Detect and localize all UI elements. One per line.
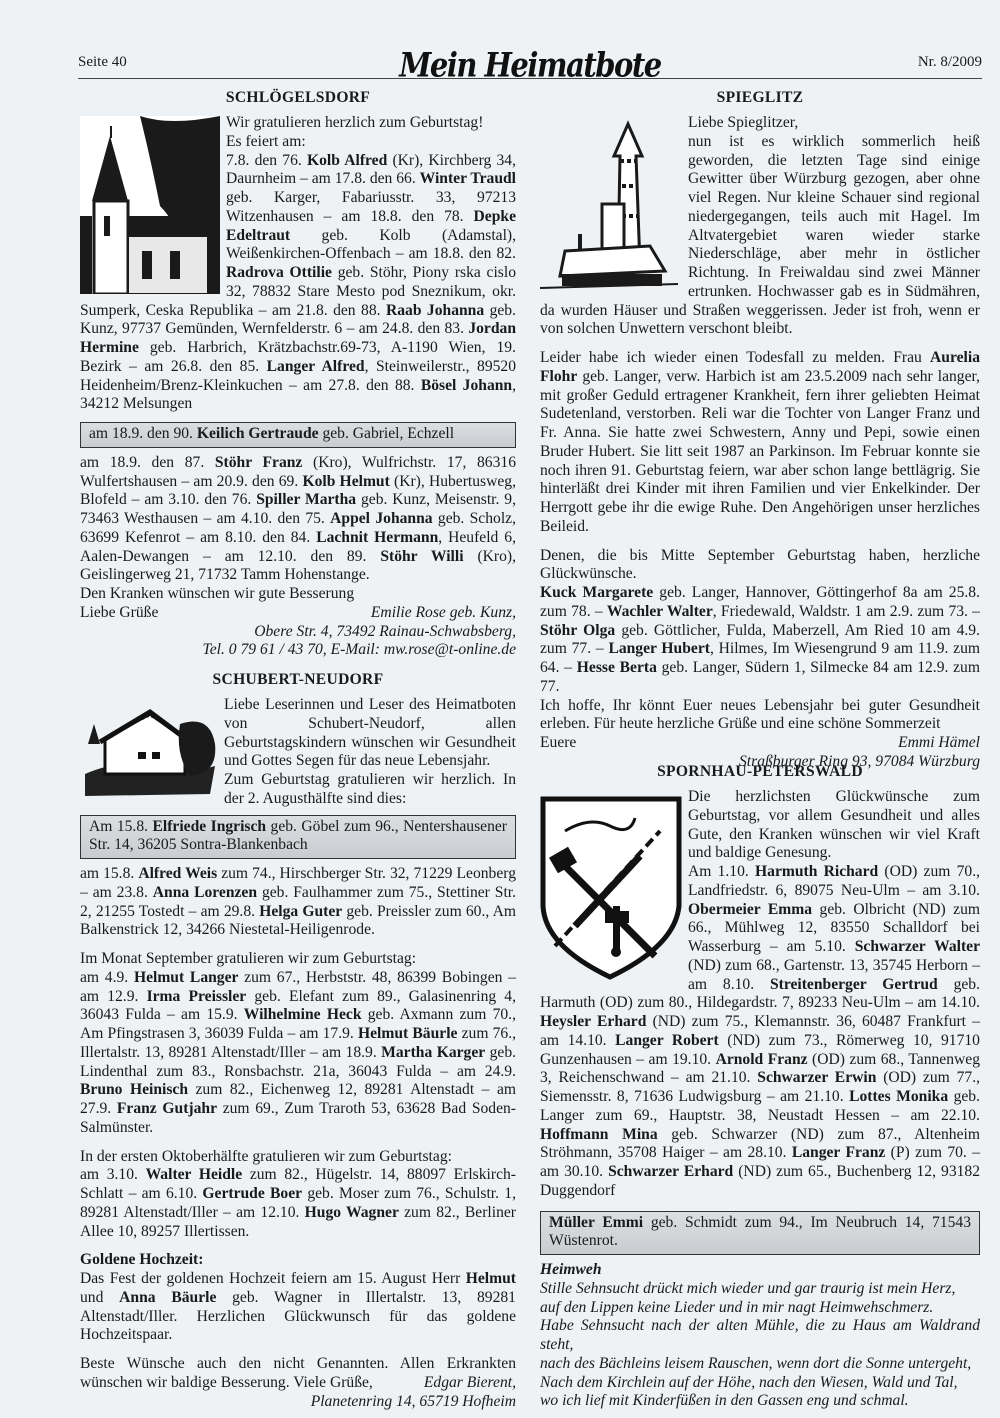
person-name: Spiller Martha: [256, 491, 357, 509]
text-run: zum 69., Zum Traroth 53, 63628 Bad Soden-Salmünster.: [80, 1100, 516, 1136]
text-run: (Kr), Hubertusweg, Blofeld – am 3.10. den 76.: [80, 472, 516, 509]
text-run: , Steinweilerstr., 89520 Heidenheim/Brenz-Kleinkuchen – am 27.8. den 88.: [80, 357, 517, 394]
person-name: Wilhelmine Heck: [243, 1006, 362, 1024]
text-run: geb. Schwarzer (ND) zum 87., Altenheim Ströhmann, 35708 Haiger – am 28.10.: [540, 1125, 980, 1162]
person-name: Arnold Franz: [715, 1050, 808, 1068]
person-name: Hesse Berta: [576, 659, 657, 676]
intro-line: Es feiert am:: [226, 132, 306, 150]
person-name: Hoffmann Mina: [540, 1125, 658, 1143]
text-run: 7.8. den 76.: [226, 151, 307, 169]
weather-report: nun ist es wirklich sommerlich heiß geworden, die letzten Tage sind einige Gewitter über Würzburg gezogen, aber ohne viel Regen. Nur kleine Schauer sind regional niedergegangen, teils auch mit Hagel. Im Altvatergebiet waren wieder starke Niederschläge, aber mehr in östlicher Richtung. In Freiwaldau sind zwei Männer ertrunken. Hochwasser gab es in Südmähren, da wurden Häuser und Straßen weggerissen. Jeder ist froh, wenn er von solchen Unwettern verschont bleibt.: [540, 132, 980, 338]
poem-line: Habe Sehnsucht nach der alten Mühle, die zu Haus am Waldrand steht,: [540, 1317, 980, 1353]
text-run: , Heufeld 6, Aalen-Dewangen – am 12.10. den 89.: [80, 528, 516, 565]
person-name: Kolb Alfred: [306, 151, 388, 169]
text-run: geb. Schmidt zum 94., Im Neubruch 14, 71543 Wüstenrot.: [549, 1213, 971, 1250]
signature-address: Planetenring 14, 65719 Hofheim: [310, 1392, 516, 1410]
text-run: geb. Olbricht (ND) zum 66., Mühlweg 12, 83550 Schalldorf bei Wasserburg – am 5.10.: [688, 900, 980, 955]
person-name: Bösel Johann: [420, 376, 513, 394]
person-name: Lottes Monika: [849, 1088, 949, 1105]
person-name: Schwarzer Walter: [854, 938, 980, 955]
person-name: Walter Heidle: [145, 1166, 243, 1184]
subheading: Im Monat September gratulieren wir zum Geburtstag:: [80, 950, 417, 967]
text-run: am 3.10.: [80, 1166, 146, 1184]
intro-line: Wir gratulieren herzlich zum Geburtstag!: [226, 114, 484, 131]
salutation: Liebe Spieglitzer,: [688, 114, 799, 131]
text-run: und: [80, 1288, 120, 1306]
text-run: geb. Elefant zum 89., Galasinenring 4, 36043 Fulda – am 15.9.: [80, 987, 517, 1024]
text-run: geb. Langer zum 69., Hauptstr. 38, Neustadt Hessen – am 22.10.: [540, 1088, 980, 1124]
text-run: (OD) zum 70., Landfriedstr. 6, 89075 Neu-Ulm – am 3.10.: [688, 863, 980, 899]
text-run: , Friedewald, Waldstr. 1 am 2.9. zum 73. –: [712, 602, 980, 620]
greeting-text: Denen, die bis Mitte September Geburtstag haben, herzliche Glückwünsche.: [540, 546, 980, 583]
house-illustration: [80, 704, 218, 800]
person-name: Anna Bäurle: [119, 1288, 217, 1306]
intro-text: Die herzlichsten Glückwünsche zum Geburtstag, vor allem Gesundheit und alles Gute, den Kranken wünschen wir viel Kraft und baldige Genesung.: [688, 788, 980, 862]
person-name: Schwarzer Erhard: [608, 1163, 734, 1180]
person-name: Depke Edeltraut: [226, 207, 516, 244]
person-name: Stöhr Willi: [380, 547, 464, 565]
birthday-list: [80, 1166, 516, 1241]
text-run: (ND) zum 68., Gartenstr. 13, 35745 Herborn – am 8.10.: [688, 956, 980, 993]
text-run: (OD) zum 68., Tannenweg 3, Reichenschwand – am 21.10.: [540, 1050, 980, 1087]
text-run: (Kro), Wulfrichstr. 17, 86316 Wulfertshausen – am 20.9. den 69.: [80, 453, 516, 490]
person-name: Appel Johanna: [330, 510, 433, 527]
text-run: am 15.8.: [80, 865, 139, 882]
person-name: Alfred Weis: [138, 865, 218, 882]
closing-text: [80, 1355, 516, 1393]
text-run: zum 67., Herbststr. 48, 86399 Bobingen – am 12.9.: [80, 968, 516, 1005]
section-title: SPORNHAU-PETERSWALD: [657, 763, 863, 780]
poem-title: Heimweh: [540, 1261, 602, 1278]
subheading-golden-wedding: Goldene Hochzeit:: [80, 1251, 204, 1269]
text-run: geb. Lindenthal zum 83., Ronsbachstr. 21a, 36043 Fulda – am 24.9.: [80, 1043, 517, 1080]
person-name: Elfriede Ingrisch: [152, 817, 267, 835]
text-run: am 18.9. den 87.: [80, 453, 215, 471]
text-run: (ND) zum 73., Römerweg 10, 91710 Gunzenhausen – am 19.10.: [540, 1031, 980, 1068]
person-name: Helga Guter: [259, 902, 343, 920]
text-run: geb. Kolb (Adamstal), Weißenkirchen-Offenbach – am 18.8. den 82.: [226, 226, 516, 263]
signature-address: Obere Str. 4, 73492 Rainau-Schwabsberg,: [254, 622, 516, 640]
person-name: Lachnit Hermann: [316, 528, 439, 546]
section-spieglitz: [540, 88, 980, 772]
highlight-box: [80, 422, 516, 448]
text-run: Am 1.10.: [688, 863, 756, 880]
text-run: geb. Harbrich, Krätzbachstr.69-73, A-1190 Wien, 19. Bezirk – am 26.8. den 85.: [80, 339, 516, 375]
signature-row: [80, 604, 516, 623]
text-run: geb. Moser zum 76., Schulstr. 1, 89281 Altenstadt/Iller – am 12.10.: [80, 1185, 516, 1221]
person-name: Franz Gutjahr: [116, 1100, 218, 1117]
intro-text: Zum Geburtstag gratulieren wir herzlich. In der 2. Augusthälfte sind dies:: [224, 771, 516, 807]
birthday-list: [540, 584, 980, 697]
person-name: Heysler Erhard: [540, 1013, 647, 1030]
signature-name: Emmi Hämel: [898, 734, 980, 751]
person-name: Langer Hubert: [608, 640, 710, 658]
text-run: geb. Faulhammer zum 75., Stettiner Str. 2, 21255 Tostedt – am 29.8.: [80, 883, 517, 920]
text-run: zum 76., Illertalstr. 13, 89281 Altenstadt/Iller – am 18.9.: [80, 1025, 517, 1061]
obituary: [540, 349, 980, 537]
text-run: geb. Kunz, Meisenstr. 9, 73463 Westhausen – am 4.10. den 75.: [80, 491, 516, 527]
person-name: Streitenberger Gertrud: [769, 975, 938, 993]
signature-contact: Tel. 0 79 61 / 43 70, E-Mail: mw.rose@t-online.de: [202, 641, 516, 659]
section-schloegelsdorf: [80, 88, 516, 660]
text-run: geb. Harmuth (OD) zum 80., Hildegardstr. 7, 89233 Neu-Ulm – am 14.10.: [540, 975, 981, 1012]
closing-text: Den Kranken wünschen wir gute Besserung: [80, 585, 355, 602]
closing-text: Ich hoffe, Ihr könnt Euer neues Lebensjahr bei guter Gesundheit erleben. Für heute herzliche Grüße und eine schöne Sommerzeit: [540, 696, 980, 733]
text-run: zum 82., Eichenweg 12, 89281 Altenstadt – am 27.9.: [80, 1081, 516, 1117]
birthday-list: [80, 454, 516, 585]
text-run: geb. Langer, verw. Harbich ist am 23.5.2009 nach sehr langer, mit großer Geduld ertragener Krankheit, fern ihrer geliebten Heimat Sudetenland, verstorben. Reli war die Tochter von Langer Franz und Fr. Anna. Sie hatte zwei Schwestern, Anny und Pepi, sowie einen Bruder Hubert. Sie litt seit 1987 an Parkinson. Im Februar konnte sie noch ihren 91. Geburtstag feiern, war aber schon lange bettlägrig. Sie hinterläßt drei Kinder mit ihren Familien und vier Enkelkinder. Der Herrgott gebe ihr die ewige Ruhe. Den Angehörigen unser herzliches Beileid.: [540, 367, 980, 535]
person-name: Irma Preissler: [146, 987, 247, 1005]
person-name: Martha Karger: [381, 1043, 486, 1061]
person-name: Winter Traudl: [419, 170, 516, 188]
birthday-list: [80, 865, 516, 940]
section-title: SCHUBERT-NEUDORF: [212, 671, 384, 688]
person-name: Gertrude Boer: [202, 1185, 303, 1202]
highlight-box: [80, 815, 516, 860]
person-name: Helmut: [465, 1270, 516, 1287]
person-name: Wachler Walter: [606, 602, 713, 620]
person-name: Radrova Ottilie: [226, 264, 332, 281]
text-run: (Kr), Kirchberg 34, Daurnheim – am 17.8. den 66.: [226, 151, 516, 188]
person-name: Stöhr Olga: [540, 621, 616, 639]
poem: [540, 1261, 980, 1411]
text-run: (ND) zum 75., Klemannstr. 36, 60487 Frankfurt – am 14.10.: [540, 1013, 981, 1049]
person-name: Helmut Langer: [133, 968, 239, 986]
poem-line: wo ich lief mit Kinderfüßen in den Gassen eng und schmal.: [540, 1392, 909, 1410]
poem-line: Nach dem Kirchlein auf der Höhe, nach den Wiesen, Wald und Tal,: [540, 1373, 958, 1391]
poem-line: auf den Lippen keine Lieder und in mir nagt Heimwehschmerz.: [540, 1298, 934, 1316]
text-run: geb. Kunz, 97737 Gemünden, Wernfelderstr. 6 – am 24.8. den 83.: [80, 301, 516, 338]
closing-line: Beste Wünsche auch den nicht Genannten. Allen Erkrankten wünschen wir baldige Besserung. Viele Grüße,: [80, 1355, 516, 1391]
text-run: Leider habe ich wieder einen Todesfall zu melden. Frau: [540, 349, 931, 366]
person-name: Helmut Bäurle: [358, 1025, 458, 1042]
person-name: Aurelia Flohr: [540, 349, 980, 385]
text-run: zum 82., Hügelstr. 14, 88097 Erlskirch-Schlatt – am 6.10.: [80, 1166, 516, 1202]
text-run: , Hilmes, Im Wiesengrund 9 am 11.9. zum 64. –: [540, 640, 980, 676]
person-name: Langer Robert: [615, 1031, 719, 1049]
text-run: geb. Wagner in Illertalstr. 13, 89281 Altenstadt/Iller. Herzlichen Glückwunsch für das goldene Hochzeitspaar.: [80, 1288, 516, 1344]
person-name: Keilich Gertraude: [196, 425, 319, 442]
text-run: (ND) zum 65., Buchenberg 12, 93182 Duggendorf: [540, 1163, 981, 1199]
issue-number: Nr. 8/2009: [917, 54, 982, 71]
golden-wedding-text: [80, 1270, 516, 1345]
text-run: geb. Scholz, 63699 Kefenrot – am 8.10. den 84.: [80, 510, 516, 546]
tower-illustration: [540, 116, 682, 294]
intro-text: Liebe Leserinnen und Leser des Heimatboten von Schubert-Neudorf, allen Geburtstagskindern wünschen wir Gesundheit und Gottes Segen für das neue Lebensjahr.: [224, 696, 516, 770]
text-run: (Kro), Geislingerweg 21, 71732 Tamm Hohenstange.: [80, 547, 516, 584]
person-name: Jordan Hermine: [80, 320, 516, 356]
text-run: am 18.9. den 90.: [89, 425, 197, 442]
subheading: In der ersten Oktoberhälfte gratulieren wir zum Geburtstag:: [80, 1147, 452, 1165]
poem-line: Stille Sehnsucht drückt mich wieder und gar traurig ist mein Herz,: [540, 1279, 956, 1297]
signature-name: Emilie Rose geb. Kunz,: [370, 603, 516, 621]
person-name: Anna Lorenzen: [152, 883, 258, 901]
masthead-logo: Mein Heimatbote: [399, 45, 661, 85]
highlight-box: [540, 1211, 980, 1256]
text-run: geb. Gabriel, Echzell: [318, 425, 455, 442]
person-name: Obermeier Emma: [688, 900, 813, 918]
person-name: Langer Alfred: [266, 357, 365, 375]
text-run: geb. Preissler zum 60., Am Balkenstrick 12, 34266 Niestetal-Heiligenrode.: [80, 902, 516, 939]
section-title: SCHLÖGELSDORF: [225, 89, 371, 106]
birthday-list: [80, 969, 516, 1138]
signature-address: Straßburger Ring 93, 97084 Würzburg: [739, 752, 980, 770]
text-run: geb. Langer, Südern 1, Silmecke 84 am 12.9. zum 77.: [540, 659, 980, 695]
person-name: Bruno Heinisch: [80, 1081, 189, 1099]
poem-line: nach des Bächleins leisem Rauschen, wenn dort die Sonne untergeht,: [540, 1354, 972, 1372]
text-run: (OD) zum 77., Siemensstr. 8, 71636 Ludwigsburg – am 21.10.: [540, 1069, 980, 1105]
person-name: Kuck Margarete: [540, 584, 654, 601]
signature-name: Edgar Bierent,: [423, 1373, 516, 1391]
text-run: am 4.9.: [80, 968, 134, 986]
person-name: Stöhr Franz: [214, 453, 303, 471]
person-name: Müller Emmi: [549, 1213, 644, 1231]
text-run: (P) zum 70. – am 30.10.: [540, 1144, 981, 1180]
text-run: geb. Langer, Hannover, Göttingerhof 8a am 25.8. zum 78. –: [540, 584, 980, 620]
coat-of-arms-icon: [540, 796, 682, 980]
person-name: Schwarzer Erwin: [757, 1069, 877, 1087]
person-name: Hugo Wagner: [304, 1203, 399, 1221]
page-header: [78, 40, 982, 85]
section-spornhau-peterswald: [540, 762, 980, 1411]
text-run: geb. Karger, Fabariusstr. 33, 97213 Witzenhausen – am 18.8. den 78.: [226, 189, 516, 225]
church-illustration: [80, 116, 220, 294]
greeting: Euere: [540, 734, 577, 751]
greeting: Liebe Grüße: [80, 603, 159, 621]
page-number: Seite 40: [78, 54, 127, 71]
text-run: zum 82., Berliner Allee 10, 89257 Illertissen.: [80, 1203, 516, 1240]
person-name: Harmuth Richard: [755, 863, 879, 880]
text-run: , 34212 Melsungen: [80, 376, 517, 413]
text-run: geb. Göttlicher, Fulda, Maberzell, Am Ried 10 am 4.9. zum 77. –: [540, 621, 980, 658]
text-run: geb. Göbel zum 96., Nentershausener Str. 14, 36205 Sontra-Blankenbach: [89, 817, 508, 854]
section-schubert-neudorf: [80, 670, 516, 1411]
text-run: Am 15.8.: [89, 817, 153, 835]
person-name: Kolb Helmut: [302, 472, 390, 490]
person-name: Langer Franz: [791, 1144, 886, 1162]
person-name: Raab Johanna: [385, 301, 485, 319]
signature-row: [540, 734, 980, 753]
section-title: SPIEGLITZ: [716, 89, 804, 106]
text-run: Das Fest der goldenen Hochzeit feiern am 15. August Herr: [80, 1270, 466, 1287]
text-run: geb. Stöhr, Piony rska cislo 32, 78832 Stare Mesto pod Sneznikum, okr. Sumperk, Ceska Republika – am 21.8. den 88.: [80, 264, 516, 319]
text-run: geb. Axmann zum 70., Am Pfingstrasen 3, 36039 Fulda – am 17.9.: [80, 1006, 516, 1042]
text-run: zum 74., Hirschberger Str. 32, 71229 Leonberg – am 23.8.: [80, 865, 516, 901]
